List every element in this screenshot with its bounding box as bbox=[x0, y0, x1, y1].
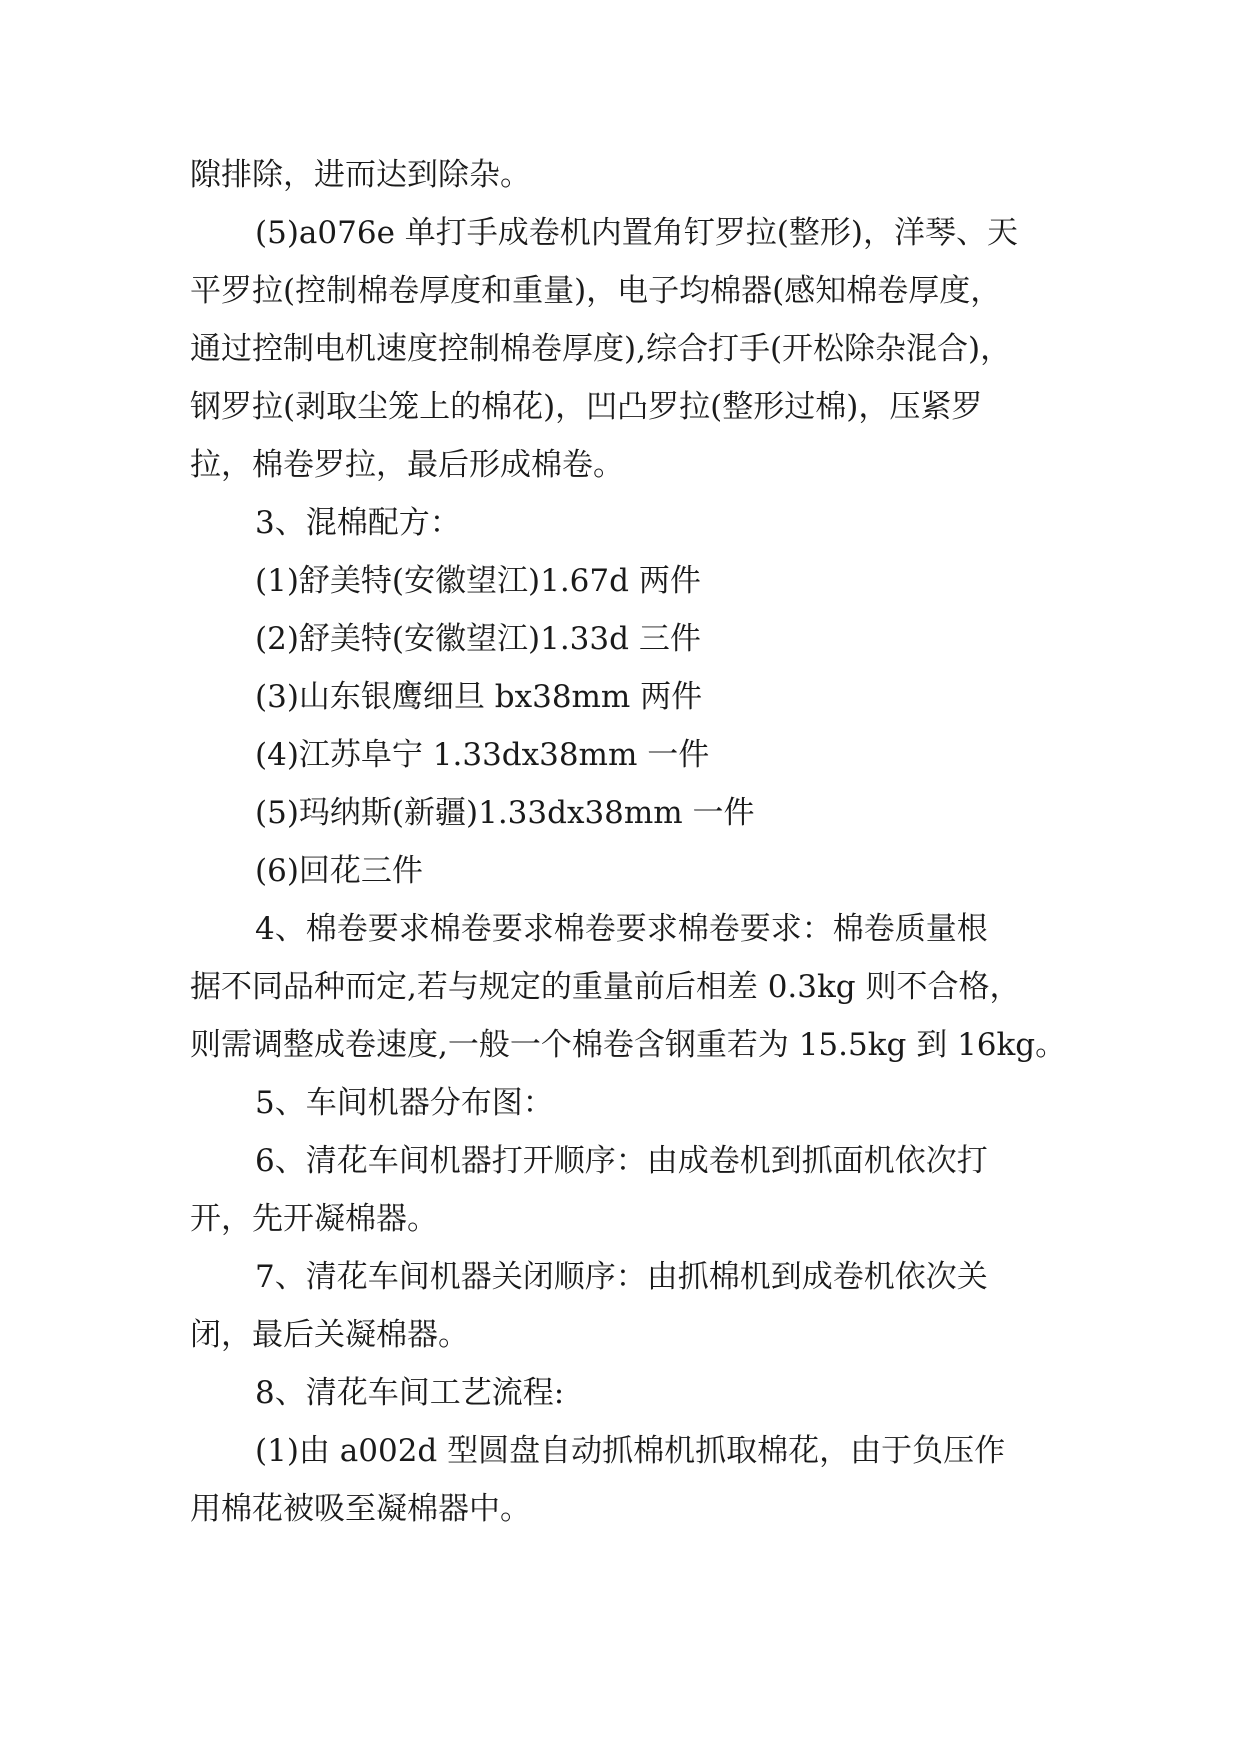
list-item-6: (6)回花三件 bbox=[255, 853, 423, 889]
text-line-19: 开，先开凝棉器。 bbox=[190, 1201, 438, 1237]
list-item-1: (1)舒美特(安徽望江)1.67d 两件 bbox=[255, 563, 701, 599]
text-line-3: 平罗拉(控制棉卷厚度和重量)，电子均棉器(感知棉卷厚度， bbox=[190, 273, 1002, 309]
text-line-1: 隙排除，进而达到除杂。 bbox=[190, 157, 531, 193]
section-heading-3: 3、混棉配方： bbox=[255, 505, 461, 541]
text-line-6: 拉，棉卷罗拉，最后形成棉卷。 bbox=[190, 447, 624, 483]
section-heading-5: 5、车间机器分布图： bbox=[255, 1085, 554, 1121]
text-line-21: 闭，最后关凝棉器。 bbox=[190, 1317, 469, 1353]
list-item-2: (2)舒美特(安徽望江)1.33d 三件 bbox=[255, 621, 701, 657]
section-heading-8: 8、清花车间工艺流程: bbox=[255, 1375, 565, 1411]
list-item-5: (5)玛纳斯(新疆)1.33dx38mm 一件 bbox=[255, 795, 755, 831]
section-heading-7: 7、清花车间机器关闭顺序：由抓棉机到成卷机依次关 bbox=[255, 1259, 988, 1295]
text-line-16: 则需调整成卷速度,一般一个棉卷含钢重若为 15.5kg 到 16kg。 bbox=[190, 1027, 1067, 1063]
section-heading-4: 4、棉卷要求棉卷要求棉卷要求棉卷要求：棉卷质量根 bbox=[255, 911, 988, 947]
list-item-3: (3)山东银鹰细旦 bx38mm 两件 bbox=[255, 679, 703, 715]
text-line-23: (1)由 a002d 型圆盘自动抓棉机抓取棉花，由于负压作 bbox=[255, 1433, 1006, 1469]
list-item-4: (4)江苏阜宁 1.33dx38mm 一件 bbox=[255, 737, 710, 773]
section-heading-6: 6、清花车间机器打开顺序：由成卷机到抓面机依次打 bbox=[255, 1143, 988, 1179]
text-line-15: 据不同品种而定,若与规定的重量前后相差 0.3kg 则不合格， bbox=[190, 969, 1021, 1005]
text-line-5: 钢罗拉(剥取尘笼上的棉花)，凹凸罗拉(整形过棉)，压紧罗 bbox=[190, 389, 983, 425]
text-line-24: 用棉花被吸至凝棉器中。 bbox=[190, 1491, 531, 1527]
text-line-4: 通过控制电机速度控制棉卷厚度),综合打手(开松除杂混合)， bbox=[190, 331, 1012, 367]
text-line-2: (5)a076e 单打手成卷机内置角钉罗拉(整形)，洋琴、天 bbox=[255, 215, 1018, 251]
